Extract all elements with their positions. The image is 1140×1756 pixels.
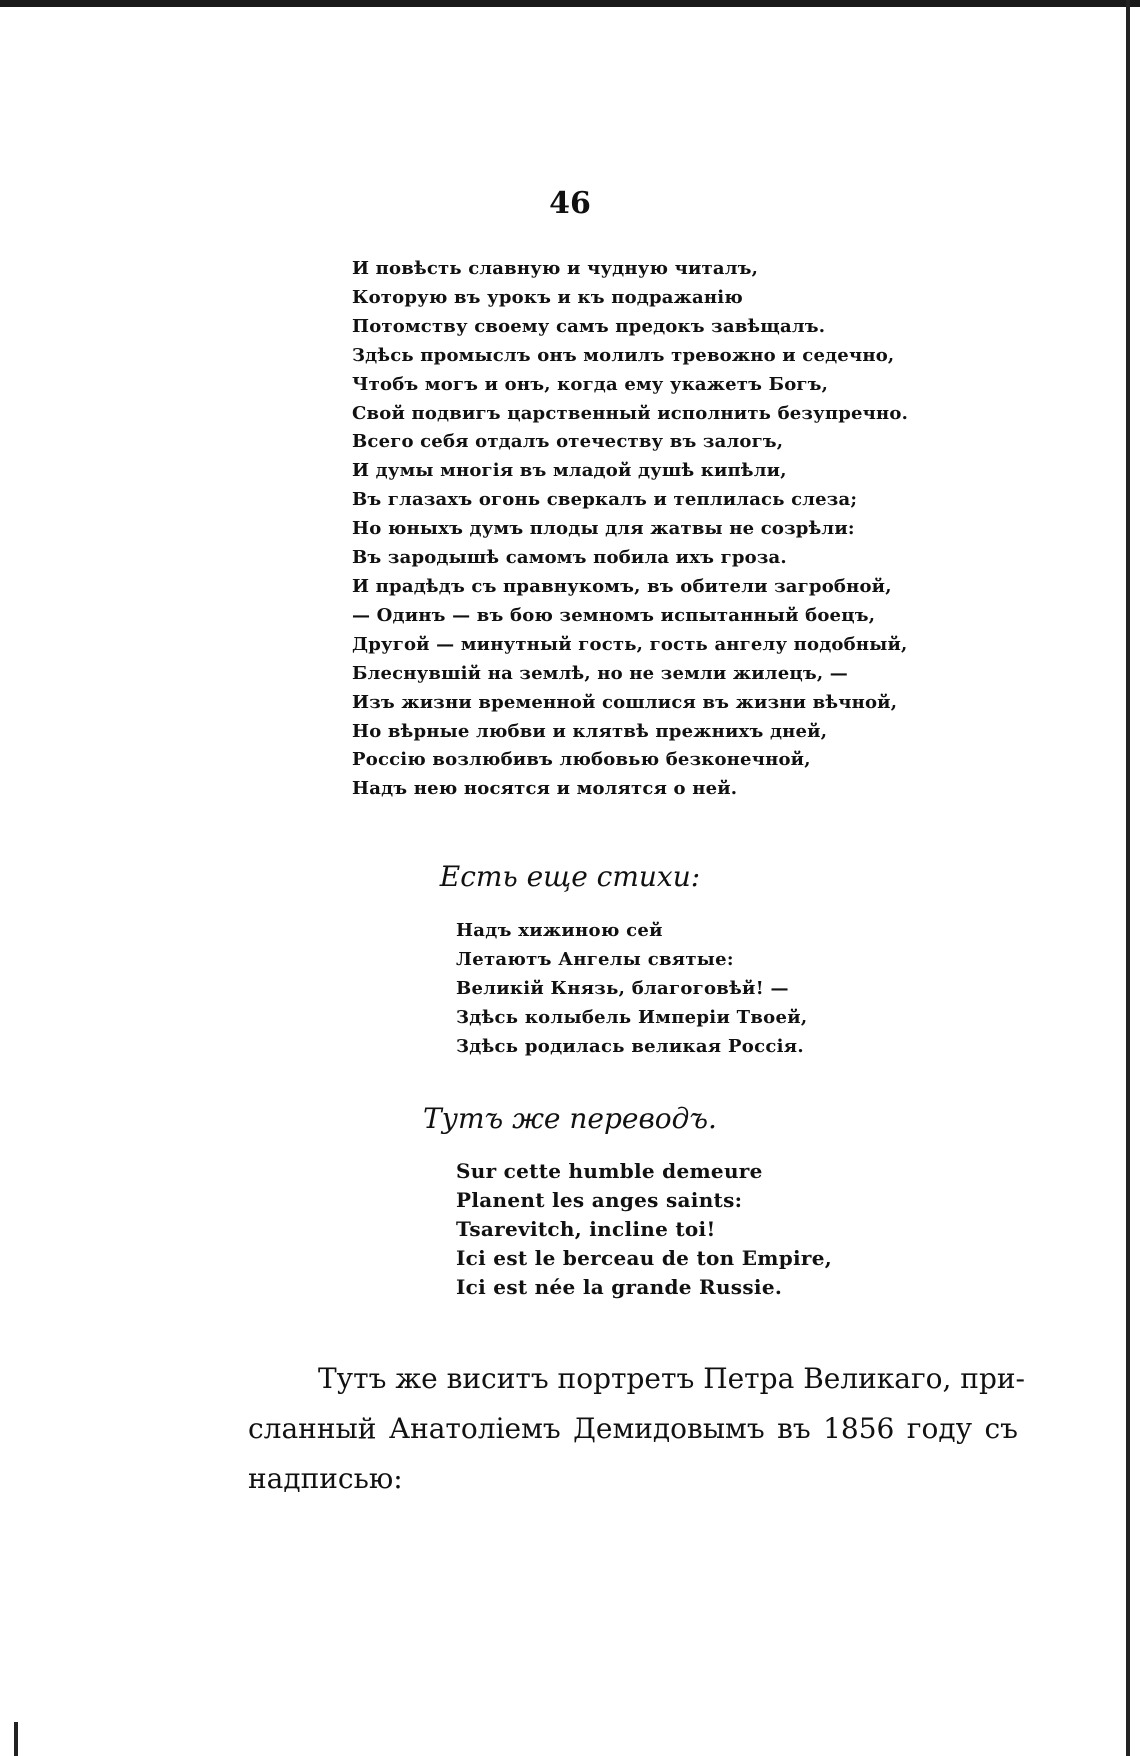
prose-paragraph [248,1354,1026,1504]
poem-line: Но юныхъ думъ плоды для жатвы не созрѣли: [352,518,855,540]
page-number: 46 [549,186,591,221]
poem-line: Великій Князь, благоговѣй! — [456,978,789,999]
section-heading-translation: Тутъ же переводъ. [423,1102,717,1135]
poem-french-translation [456,1157,832,1302]
poem-line: Надъ нею носятся и молятся о ней. [352,778,738,800]
poem-line: Planent les anges saints: [456,1188,743,1212]
poem-line: И прадѣдъ съ правнукомъ, въ обители загробной, [352,575,892,597]
poem-line: Летаютъ Ангелы святые: [456,949,734,970]
poem-line: Надъ хижиною сей [456,920,663,941]
poem-russian-inscription [456,916,807,1061]
prose-line: надписью: [248,1462,403,1495]
poem-line: И повѣсть славную и чудную читалъ, [352,258,759,279]
poem-line: Потомству своему самъ предокъ завѣщалъ. [352,315,826,337]
top-border-rule [0,0,1140,7]
poem-line: Россію возлюбивъ любовью безконечной, [352,749,811,771]
poem-line: Tsarevitch, incline toi! [456,1217,716,1241]
poem-line: — Одинъ — въ бою земномъ испытанный боецъ, [352,604,876,626]
section-heading-more-verses: Есть еще стихи: [439,860,701,893]
poem-line: Изъ жизни временной сошлися въ жизни вѣчной, [352,691,898,713]
poem-line: Въ зародышѣ самомъ побила ихъ гроза. [352,547,787,569]
poem-line: Другой — минутный гость, гость ангелу подобный, [352,633,908,655]
poem-line: Блеснувшій на землѣ, но не земли жилецъ, — [352,662,848,684]
poem-line: Которую въ урокъ и къ подражанію [352,286,743,308]
poem-line: Въ глазахъ огонь сверкалъ и теплилась слеза; [352,489,858,511]
poem-line: Здѣсь колыбель Имперіи Твоей, [456,1007,808,1028]
poem-line: Ici est née la grande Russie. [456,1275,783,1299]
poem-main [352,255,908,804]
poem-line: Но вѣрные любви и клятвѣ прежнихъ дней, [352,720,828,742]
poem-line: Sur cette humble demeure [456,1159,763,1183]
poem-line: Чтобъ могъ и онъ, когда ему укажетъ Богъ, [352,373,829,395]
prose-line: сланный Анатоліемъ Демидовымъ въ 1856 году съ [248,1412,1018,1445]
poem-line: Здѣсь промыслъ онъ молилъ тревожно и седечно, [352,344,895,366]
poem-line: И думы многія въ младой душѣ кипѣли, [352,460,787,482]
prose-line: Тутъ же виситъ портретъ Петра Великаго, при- [318,1362,1026,1395]
poem-line: Ici est le berceau de ton Empire, [456,1246,833,1270]
poem-line: Всего себя отдалъ отечеству въ залогъ, [352,431,784,453]
poem-line: Свой подвигъ царственный исполнить безупречно. [352,402,909,424]
poem-line: Здѣсь родилась великая Россія. [456,1036,804,1057]
bottom-edge-mark [14,1722,18,1756]
